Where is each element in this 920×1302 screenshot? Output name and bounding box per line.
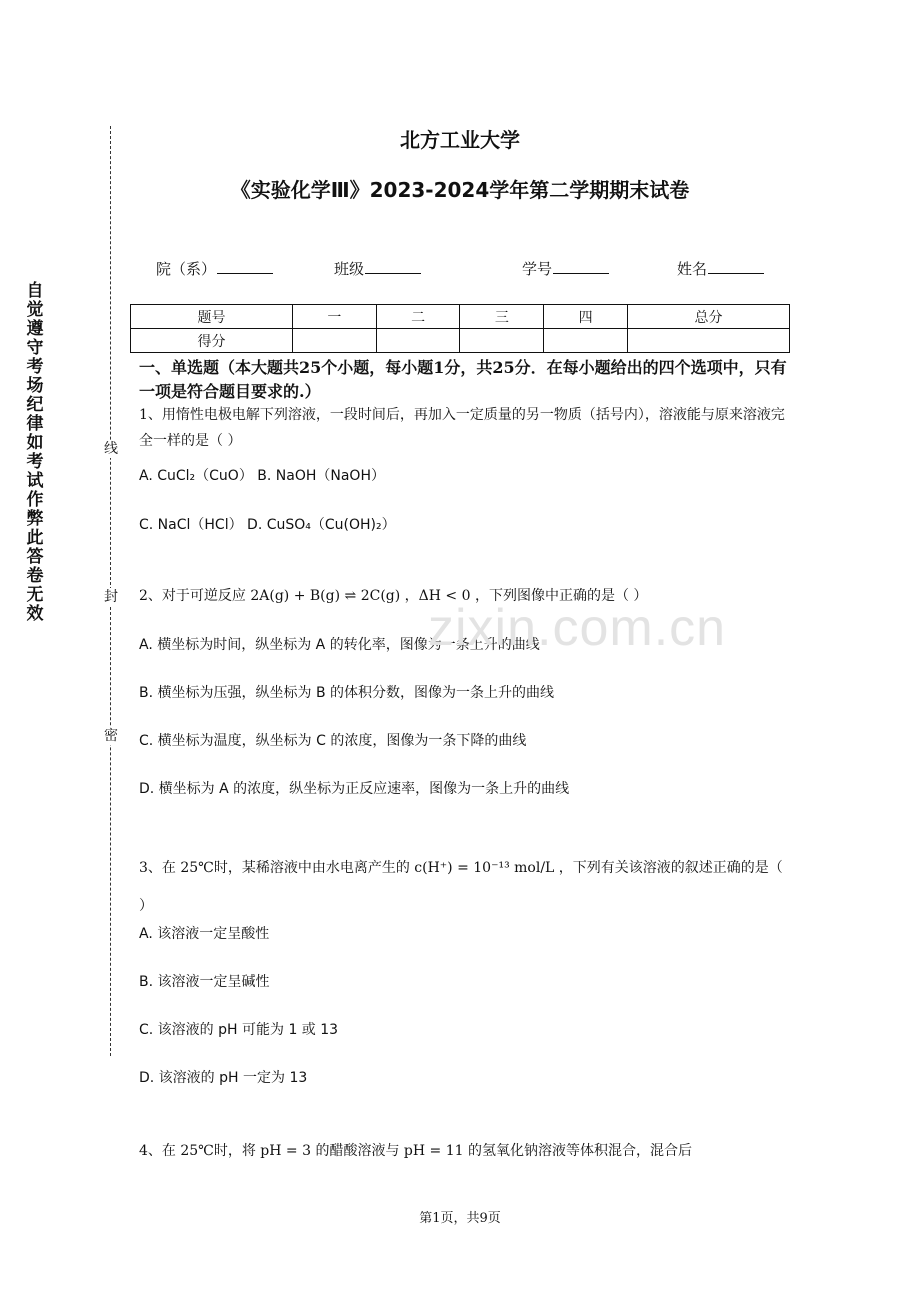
score-header-cell: 三	[460, 305, 544, 329]
score-header-cell: 题号	[131, 305, 293, 329]
question-3-option: A. 该溶液一定呈酸性	[139, 926, 270, 942]
question-3-option: B. 该溶液一定呈碱性	[139, 974, 270, 990]
field-student-id	[522, 258, 609, 279]
seal-mark-mi: 密	[104, 728, 118, 744]
side-notice: 自觉遵守考场纪律如考试作弊此答卷无效	[26, 281, 44, 624]
score-cell[interactable]	[628, 329, 790, 353]
score-header-cell: 四	[544, 305, 628, 329]
seal-mark-feng: 封	[104, 589, 118, 605]
field-class	[334, 258, 421, 279]
section-heading: 一、单选题（本大题共25个小题，每小题1分，共25分．在每小题给出的四个选项中，只有一项是符合题目要求的.）	[139, 358, 787, 401]
question-3-option: C. 该溶液的 pH 可能为 1 或 13	[139, 1022, 339, 1038]
question-1-option-row: A. CuCl₂（CuO） B. NaOH（NaOH）	[139, 468, 385, 484]
field-blank[interactable]	[217, 259, 273, 274]
question-3-stem: 3、在 25℃时，某稀溶液中由水电离产生的 c(H⁺) = 10⁻¹³ mol/L ，下列有关该溶液的叙述正确的是（ ）	[139, 860, 783, 914]
field-blank[interactable]	[365, 259, 421, 274]
score-header-cell: 二	[376, 305, 460, 329]
field-label: 学号	[522, 260, 553, 278]
score-header-cell: 一	[292, 305, 376, 329]
score-header-cell: 总分	[628, 305, 790, 329]
score-cell[interactable]	[460, 329, 544, 353]
exam-title: 《实验化学Ⅲ》2023-2024学年第二学期期末试卷	[230, 178, 690, 202]
question-2-option: D. 横坐标为 A 的浓度，纵坐标为正反应速率，图像为一条上升的曲线	[139, 781, 570, 797]
watermark-text: zixin.com.cn	[428, 599, 727, 657]
score-table-header-row	[131, 305, 790, 329]
question-4-stem: 4、在 25℃时，将 pH = 3 的醋酸溶液与 pH = 11 的氢氧化钠溶液等体积混合，混合后	[139, 1143, 692, 1159]
question-1-option-row: C. NaCl（HCl） D. CuSO₄（Cu(OH)₂）	[139, 517, 396, 533]
score-cell[interactable]	[292, 329, 376, 353]
score-cell[interactable]	[544, 329, 628, 353]
field-label: 姓名	[677, 260, 708, 278]
question-3-option: D. 该溶液的 pH 一定为 13	[139, 1070, 308, 1086]
score-table-score-row	[131, 329, 790, 353]
seal-mark-xian: 线	[104, 441, 118, 457]
question-2-option: C. 横坐标为温度，纵坐标为 C 的浓度，图像为一条下降的曲线	[139, 733, 527, 749]
score-table	[130, 304, 790, 353]
question-2-stem: 2、对于可逆反应 2A(g) + B(g) ⇌ 2C(g) ，ΔH < 0 ，下列图像中正确的是（ ）	[139, 588, 648, 604]
field-label: 院（系）	[156, 260, 217, 278]
question-2-option: B. 横坐标为压强，纵坐标为 B 的体积分数，图像为一条上升的曲线	[139, 685, 555, 701]
score-row-label: 得分	[131, 329, 293, 353]
field-label: 班级	[334, 260, 365, 278]
question-2-option: A. 横坐标为时间，纵坐标为 A 的转化率，图像为一条上升的曲线	[139, 637, 540, 653]
score-cell[interactable]	[376, 329, 460, 353]
university-title: 北方工业大学	[400, 128, 520, 152]
question-1-stem: 1、用惰性电极电解下列溶液，一段时间后，再加入一定质量的另一物质（括号内），溶液能与原来溶液完全一样的是（ ）	[139, 407, 785, 449]
field-blank[interactable]	[553, 259, 609, 274]
field-blank[interactable]	[708, 259, 764, 274]
page-footer: 第1页，共9页	[419, 1211, 501, 1226]
field-name	[677, 258, 764, 279]
field-department	[156, 258, 273, 279]
